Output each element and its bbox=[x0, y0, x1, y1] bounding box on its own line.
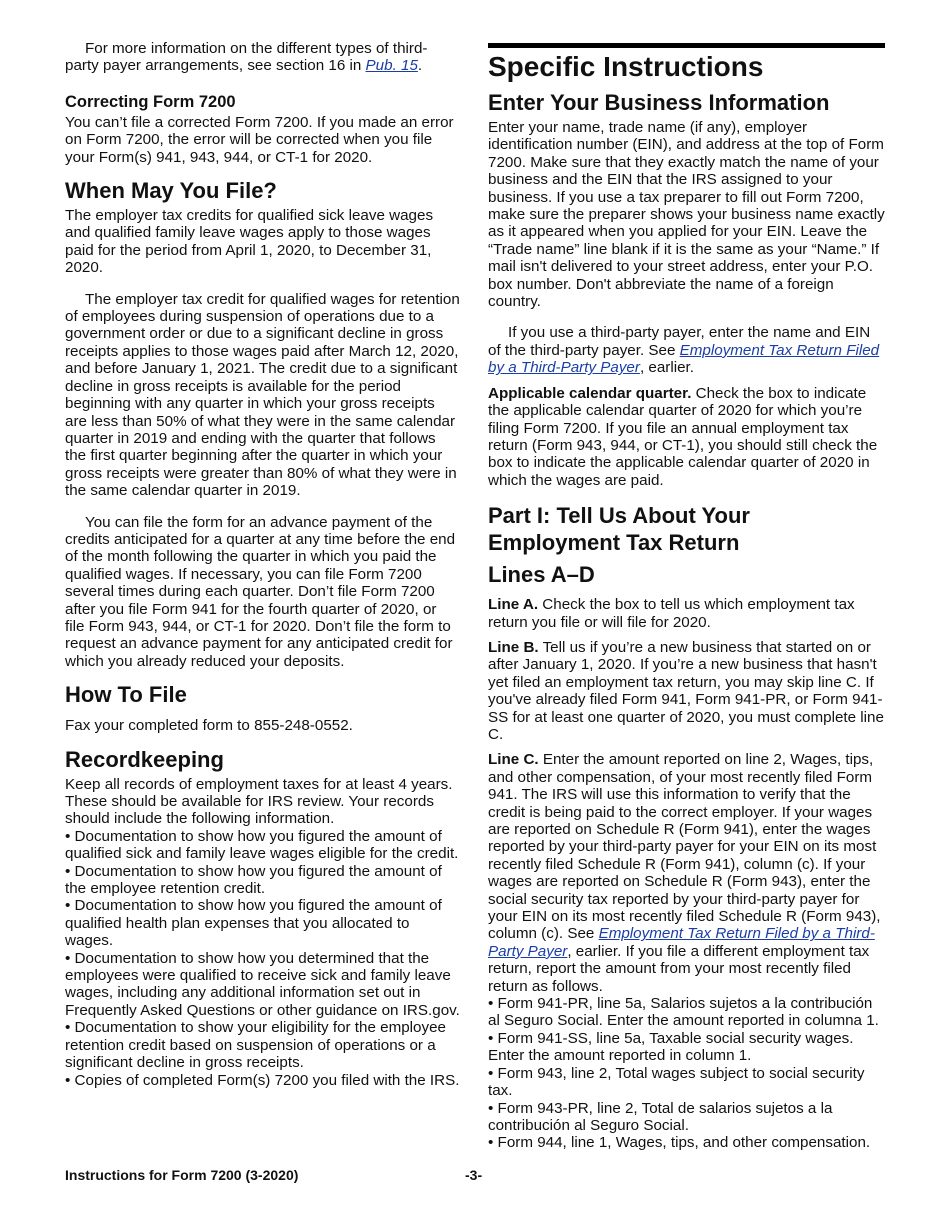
calendar-quarter-paragraph: Applicable calendar quarter. Check the box to indicate the applicable calendar quarter of 2020 for which you’re filing Form 7200. If you file an annual employment tax return (Form 943, 944, or CT-1), you should still check the box to indicate the applicable calendar quarter of 2020 in which the wages are paid. bbox=[488, 384, 878, 489]
part1-heading: Part I: Tell Us About Your Employment Tax Return bbox=[488, 503, 750, 556]
line-c-bullet-2: • Form 941-SS, line 5a, Taxable social security wages. Enter the amount reported in column 1. bbox=[488, 1029, 854, 1065]
line-a-paragraph: Line A. Check the box to tell us which employment tax return you file or will file for 2020. bbox=[488, 596, 855, 631]
records-bullet-4: • Documentation to show how you determined that the employees were qualified to receive sick and family leave wages, including any additional information set out in Frequently Asked Questions or other guidance on IRS.gov. bbox=[65, 949, 460, 1019]
line-c-paragraph: Line C. Enter the amount reported on line 2, Wages, tips, and other compensation, of your most recently filed Form 941. The IRS will use this information to verify that the credit is being paid to the correct employer. If your wages are reported on Schedule R (Form 941), enter the wages reported by your third-party payer for your EIN on its most recently filed Schedule R (Form 941), column (c). If your wages are reported on Schedule R (Form 943), enter the social security tax reported by your third-party payer for your EIN on its most recently filed Schedule R (Form 943), column (c). See Employment Tax Return Filed by a Third-Party Payer, earlier. If you file a different employment tax return, report the amount from your most recently filed return as follows. bbox=[488, 751, 881, 995]
correcting-heading: Correcting Form 7200 bbox=[65, 92, 236, 111]
when-paragraph-2: The employer tax credit for qualified wages for retention of employees during suspension of operations due to a government order or due to a significant decline in gross receipts applies to those wages paid after March 12, 2020, and before January 1, 2021. The credit due to a significant decline in gross receipts is available for the period beginning with any quarter in which your gross receipts are less than 50% of what they were in the same calendar quarter in 2019 and ending with the quarter that follows the first quarter beginning after the quarter in which your gross receipts were greater than 80% of what they were in the same calendar quarter in 2019. bbox=[65, 290, 460, 500]
how-paragraph: Fax your completed form to 855-248-0552. bbox=[65, 717, 353, 735]
lines-a-d-heading: Lines A–D bbox=[488, 562, 595, 588]
footer-page-number: -3- bbox=[465, 1167, 483, 1183]
records-heading: Recordkeeping bbox=[65, 746, 224, 772]
line-c-bullet-5: • Form 944, line 1, Wages, tips, and other compensation. bbox=[488, 1134, 871, 1152]
business-paragraph-1: Enter your name, trade name (if any), employer identification number (EIN), and address at the top of Form 7200. Make sure that they exactly match the name of your business and the EIN that the IRS assigned to your business. If you use a tax preparer to fill out Form 7200, make sure the preparer shows your business name exactly as it appeared when you applied for your EIN. Leave the “Trade name” line blank if it is the same as your “Name.” If mail isn't delivered to your street address, enter your P.O. box number. Don't abbreviate the name of a foreign country. bbox=[488, 119, 885, 311]
records-bullet-6: • Copies of completed Form(s) 7200 you filed with the IRS. bbox=[65, 1071, 460, 1089]
business-heading: Enter Your Business Information bbox=[488, 90, 830, 115]
page-title: Specific Instructions bbox=[488, 51, 764, 82]
line-c-bullet-3: • Form 943, line 2, Total wages subject to social security tax. bbox=[488, 1064, 865, 1100]
pub15-link[interactable]: Pub. 15 bbox=[365, 57, 418, 75]
records-bullet-3: • Documentation to show how you figured the amount of qualified health plan expenses that you allocated to wages. bbox=[65, 897, 442, 950]
right-column bbox=[488, 40, 885, 1152]
records-bullet-5: • Documentation to show your eligibility for the employee retention credit based on suspension of operations or a significant decline in gross receipts. bbox=[65, 1019, 446, 1072]
left-column bbox=[65, 40, 460, 1089]
business-paragraph-2: If you use a third-party payer, enter the name and EIN of the third-party payer. See Employment Tax Return Filed by a Third-Party Payer, earlier. bbox=[488, 324, 880, 377]
line-c-bullet-1: • Form 941-PR, line 5a, Salarios sujetos a la contribución al Seguro Social. Enter the amount reported in columna 1. bbox=[488, 995, 879, 1030]
how-heading: How To File bbox=[65, 682, 187, 708]
intro-paragraph: For more information on the different types of third-party payer arrangements, see section 16 in Pub. 15. bbox=[65, 40, 428, 75]
when-paragraph-3: You can file the form for an advance payment of the credits anticipated for a quarter at any time before the end of the month following the quarter in which you paid the qualified wages. If necessary, you can file Form 7200 several times during each quarter. Don’t file Form 7200 after you file Form 941 for the fourth quarter of 2020, or file Form 943, 944, or CT-1 for 2020. Don’t file the form to request an advance payment for any anticipated credit for which you already reduced your deposits. bbox=[65, 513, 456, 670]
line-b-paragraph: Line B. Tell us if you’re a new business that started on or after January 1, 2020. If you’re a new business that hasn't yet filed an employment tax return, you may skip line C. If you've already filed Form 941, Form 941-PR, or Form 941-SS for at least one quarter of 2020, you must complete line C. bbox=[488, 638, 884, 743]
title-rule bbox=[488, 43, 885, 48]
third-party-payer-link-2[interactable]: Employment Tax Return Filed by a Third-Party Payer bbox=[488, 925, 875, 960]
when-heading: When May You File? bbox=[65, 178, 277, 204]
when-paragraph-1: The employer tax credits for qualified sick leave wages and qualified family leave wages apply to those wages paid for the period from April 1, 2020, to December 31, 2020. bbox=[65, 207, 434, 277]
page-footer bbox=[65, 1167, 885, 1187]
third-party-payer-link[interactable]: Employment Tax Return Filed by a Third-Party Payer bbox=[488, 341, 880, 377]
records-bullet-2: • Documentation to show how you figured the amount of the employee retention credit. bbox=[65, 862, 442, 898]
records-bullet-1: • Documentation to show how you figured the amount of qualified sick and family leave wages eligible for the credit. bbox=[65, 827, 459, 863]
records-intro: Keep all records of employment taxes for at least 4 years. These should be available for IRS review. Your records should include the following information. bbox=[65, 775, 453, 828]
footer-form-label: Instructions for Form 7200 (3-2020) bbox=[65, 1167, 299, 1183]
correcting-paragraph: You can’t file a corrected Form 7200. If you made an error on Form 7200, the error will be corrected when you file your Form(s) 941, 943, 944, or CT-1 for 2020. bbox=[65, 113, 454, 166]
line-c-bullet-4: • Form 943-PR, line 2, Total de salarios sujetos a la contribución al Seguro Social. bbox=[488, 1099, 833, 1134]
